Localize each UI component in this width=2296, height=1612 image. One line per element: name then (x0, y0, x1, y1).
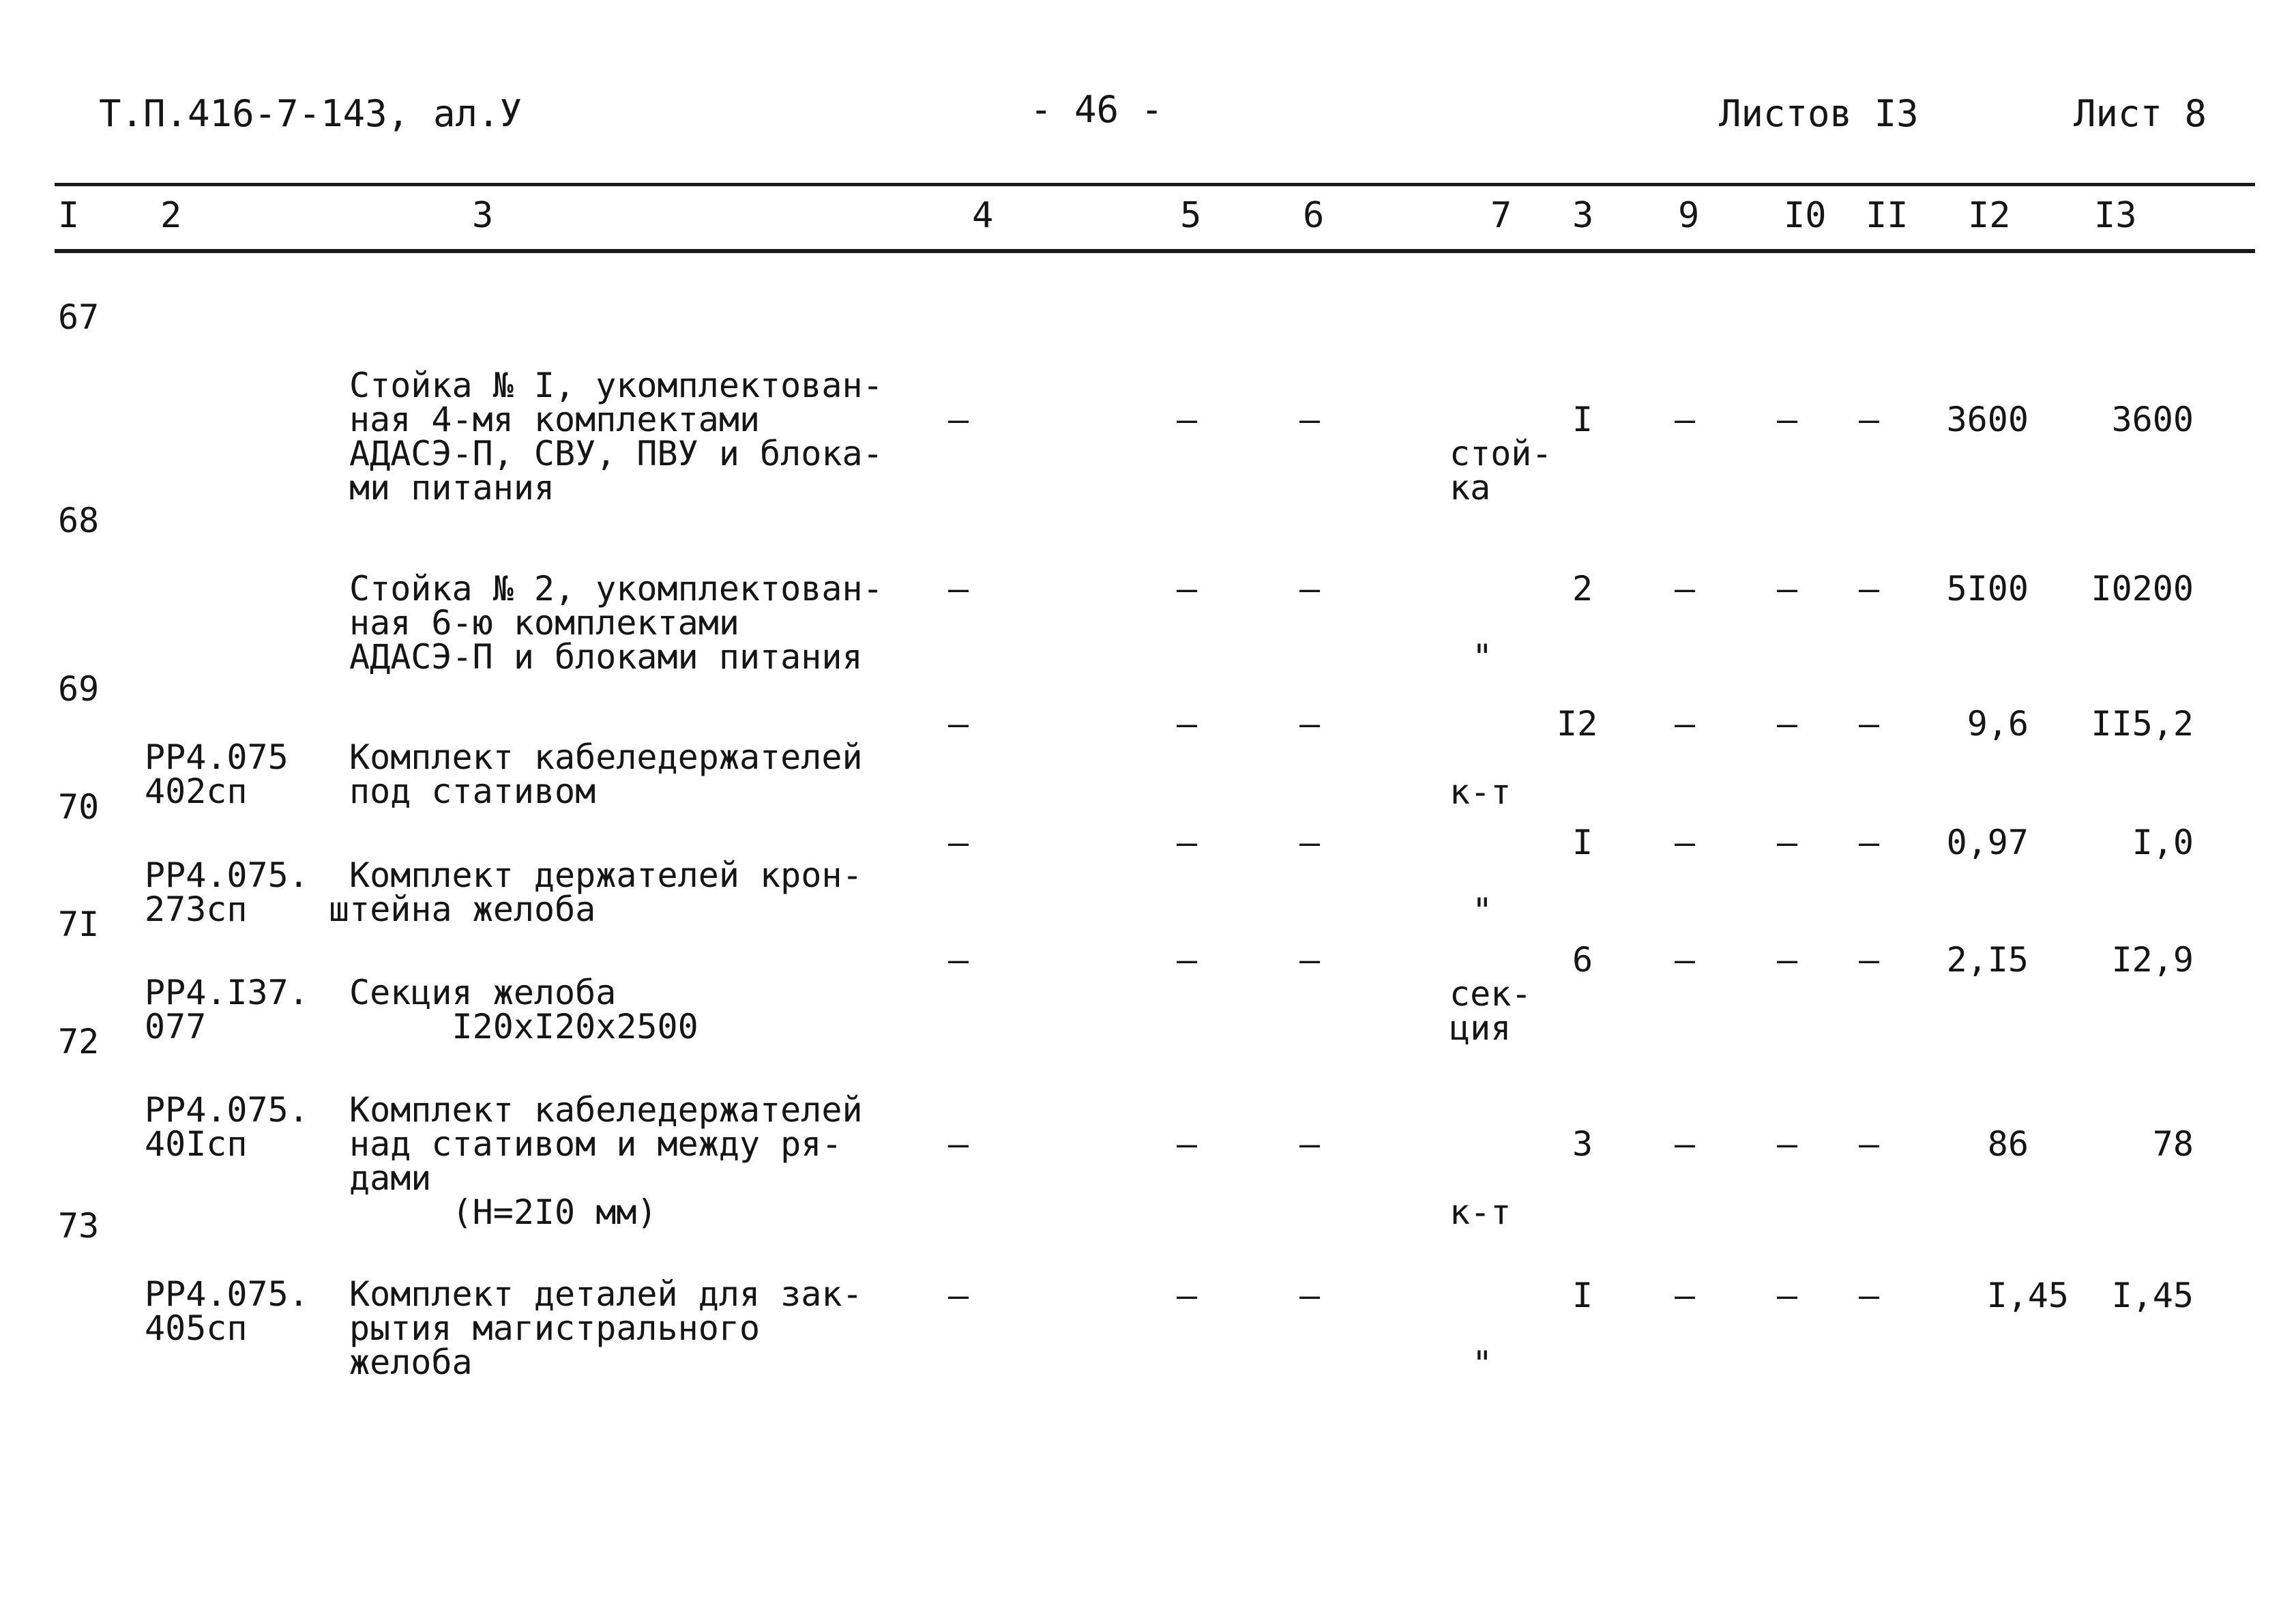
total-cost: I2,9 (2111, 940, 2194, 980)
quantity: 2 (1572, 569, 1593, 609)
col6-value: – (1299, 1124, 1321, 1164)
unit-price: I,45 (1986, 1276, 2069, 1315)
item-description: Комплект кабеледержателей под стативом (349, 737, 863, 811)
col6-value: – (1299, 704, 1321, 744)
col9-value: – (1675, 1276, 1696, 1315)
col9-value: – (1675, 1124, 1696, 1164)
column-number: I2 (1968, 195, 2011, 236)
col9-value: – (1675, 569, 1696, 609)
item-code: РР4.075. 273сп (145, 855, 309, 929)
col4-value: – (948, 823, 969, 862)
unit-price: 9,6 (1967, 704, 2029, 744)
unit-price: 3600 (1946, 400, 2029, 439)
column-number: 2 (160, 195, 182, 236)
position-number: 69 (58, 669, 100, 709)
item-description: Стойка № I, укомплектован- ная 4-мя комплектами АДАСЭ-П, СВУ, ПВУ и блока- ми питания (349, 366, 883, 508)
unit-price: 2,I5 (1946, 940, 2029, 980)
position-number: 67 (58, 297, 100, 337)
item-code: РР4.075. 405сп (145, 1274, 309, 1348)
position-number: 72 (58, 1022, 100, 1061)
position-number: 7I (58, 905, 100, 944)
position-number: 73 (58, 1206, 100, 1246)
col4-value: – (948, 704, 969, 744)
col9-value: – (1675, 400, 1696, 439)
col6-value: – (1299, 823, 1321, 862)
unit-of-measure: " (1472, 891, 1493, 930)
col6-value: – (1299, 400, 1321, 439)
item-code: РР4.I37. 077 (145, 973, 309, 1046)
col11-value: – (1859, 400, 1880, 439)
quantity: I (1572, 1276, 1593, 1315)
total-cost: I0200 (2091, 569, 2194, 609)
item-description: Стойка № 2, укомплектован- ная 6-ю комплектами АДАСЭ-П и блоками питания (349, 569, 883, 677)
col10-value: – (1777, 400, 1798, 439)
unit-price: 86 (1987, 1124, 2029, 1164)
quantity: I2 (1557, 704, 1598, 744)
col5-value: – (1177, 1276, 1198, 1315)
column-number: 9 (1678, 195, 1700, 236)
col10-value: – (1777, 1124, 1798, 1164)
col9-value: – (1675, 940, 1696, 980)
col10-value: – (1777, 940, 1798, 980)
position-number: 68 (58, 501, 100, 540)
total-cost: I,0 (2132, 823, 2194, 862)
total-cost: II5,2 (2091, 704, 2194, 744)
col11-value: – (1859, 1276, 1880, 1315)
col11-value: – (1859, 940, 1880, 980)
col4-value: – (948, 400, 969, 439)
quantity: 6 (1572, 940, 1593, 980)
col6-value: – (1299, 940, 1321, 980)
col10-value: – (1777, 569, 1798, 609)
col10-value: – (1777, 823, 1798, 862)
sheet-number: Лист 8 (2074, 92, 2207, 135)
column-number: I3 (2094, 195, 2137, 236)
column-number: 7 (1490, 195, 1512, 236)
col5-value: – (1177, 1124, 1198, 1164)
col5-value: – (1177, 940, 1198, 980)
col11-value: – (1859, 823, 1880, 862)
col9-value: – (1675, 704, 1696, 744)
col5-value: – (1177, 704, 1198, 744)
column-number: 5 (1180, 195, 1202, 236)
col4-value: – (948, 569, 969, 609)
total-cost: 78 (2152, 1124, 2194, 1164)
col5-value: – (1177, 569, 1198, 609)
item-code: РР4.075 402сп (145, 737, 289, 811)
unit-of-measure: сек- ция (1449, 974, 1532, 1048)
item-description: Комплект деталей для зак- рытия магистрального желоба (349, 1274, 863, 1382)
position-number: 70 (58, 787, 100, 827)
table-top-rule (55, 183, 2255, 186)
col4-value: – (948, 1124, 969, 1164)
unit-of-measure: стой- ка (1449, 434, 1552, 508)
column-number: 4 (972, 195, 994, 236)
album-label: ал.У (433, 92, 523, 135)
column-number: I (58, 195, 80, 236)
unit-price: 0,97 (1946, 823, 2029, 862)
total-cost: 3600 (2111, 400, 2194, 439)
col6-value: – (1299, 1276, 1321, 1315)
unit-price: 5I00 (1946, 569, 2029, 609)
item-description: Комплект держателей крон- штейна желоба (329, 855, 863, 929)
col4-value: – (948, 940, 969, 980)
col11-value: – (1859, 1124, 1880, 1164)
col5-value: – (1177, 823, 1198, 862)
col11-value: – (1859, 704, 1880, 744)
column-number: II (1866, 195, 1909, 236)
quantity: I (1572, 400, 1593, 439)
unit-of-measure: " (1472, 1344, 1493, 1383)
col10-value: – (1777, 1276, 1798, 1315)
total-cost: I,45 (2111, 1276, 2194, 1315)
column-number: 3 (1572, 195, 1594, 236)
column-number: 3 (472, 195, 494, 236)
column-number: 6 (1303, 195, 1325, 236)
quantity: 3 (1572, 1124, 1593, 1164)
item-description: Секция желоба I20xI20x2500 (349, 973, 698, 1046)
column-number: I0 (1784, 195, 1827, 236)
col6-value: – (1299, 569, 1321, 609)
col9-value: – (1675, 823, 1696, 862)
col5-value: – (1177, 400, 1198, 439)
item-code: РР4.075. 40Iсп (145, 1090, 309, 1164)
col11-value: – (1859, 569, 1880, 609)
unit-of-measure: к-т (1449, 1192, 1512, 1232)
col10-value: – (1777, 704, 1798, 744)
page-number: - 46 - (1030, 88, 1164, 131)
item-description: Комплект кабеледержателей над стативом и между ря- дами (Н=2I0 мм) (349, 1090, 863, 1232)
table-header-rule (55, 249, 2255, 253)
col4-value: – (948, 1276, 969, 1315)
document-code: Т.П.416-7-143, (99, 92, 410, 135)
unit-of-measure: " (1472, 637, 1493, 677)
quantity: I (1572, 823, 1593, 862)
sheets-total: Листов I3 (1719, 92, 1919, 135)
unit-of-measure: к-т (1449, 772, 1512, 812)
